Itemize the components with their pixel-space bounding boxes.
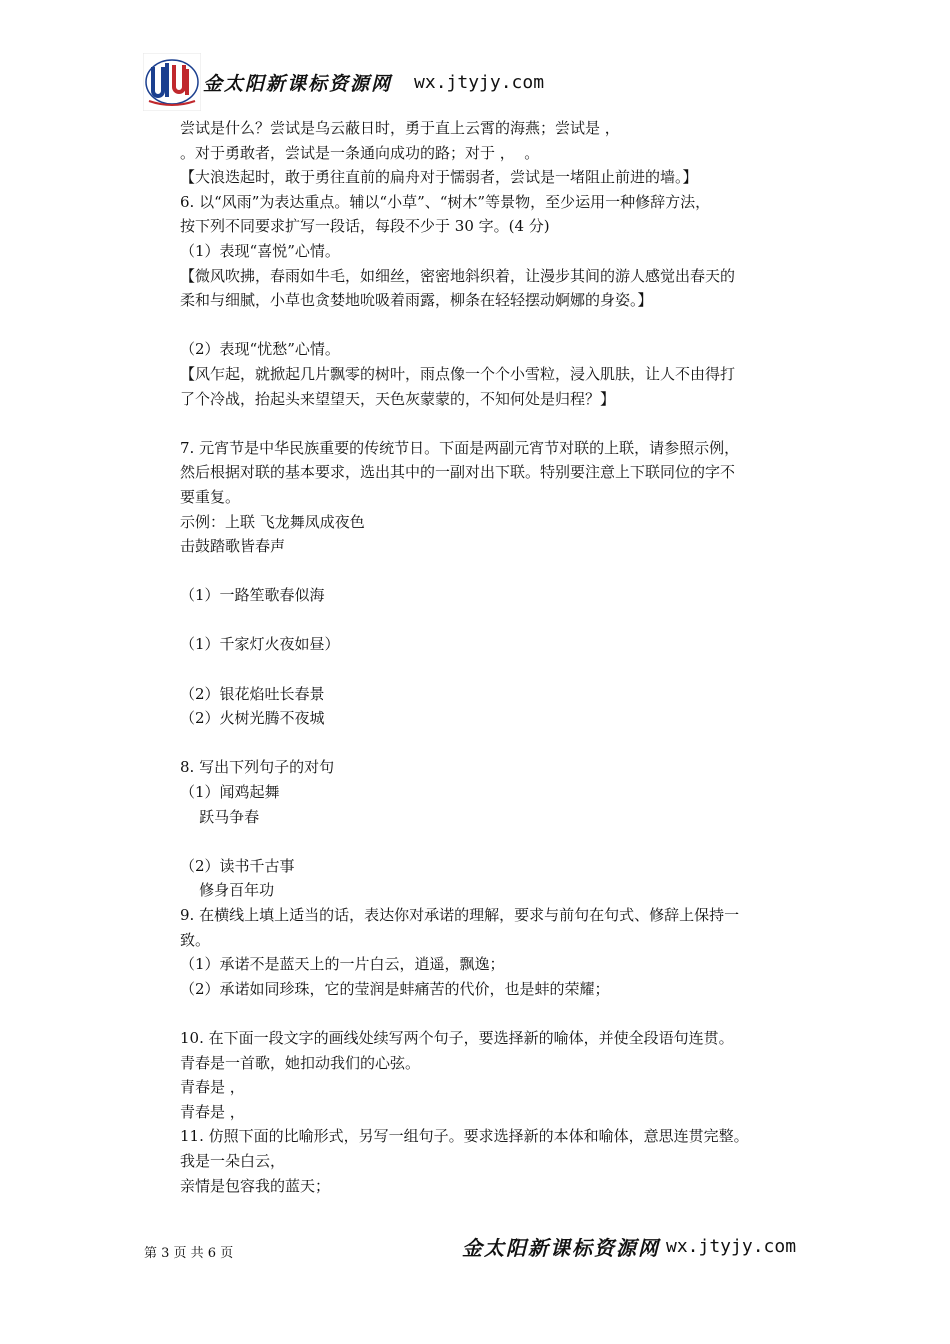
text-line: （2）火树光腾不夜城 [180,709,325,728]
header-brand-name: 金太阳新课标资源网 [203,72,393,95]
text-line: 示例：上联 飞龙舞凤成夜色 [180,512,365,531]
blank-line [180,1001,820,1026]
answer-line: 修身百年功 [180,881,275,900]
answer-line: 【微风吹拂，春雨如牛毛，如细丝，密密地斜织着，让漫步其间的游人感觉出春天的 [180,266,736,285]
text-line: 我是一朵白云， [180,1151,286,1170]
text-line: 青春是 ， [180,1078,245,1097]
answer-line: 【风乍起，就掀起几片飘零的树叶，雨点像一个个小雪粒，浸入肌肤，让人不由得打 [180,364,736,383]
text-line: （1）一路笙歌春似海 [180,586,325,605]
page-header [143,52,544,112]
blank-line [180,731,820,756]
footer-brand-name: 金太阳新课标资源网 [462,1236,660,1260]
question-10-prompt: 10. 在下面一段文字的画线处续写两个句子，要选择新的喻体，并使全段语句连贯。 [180,1028,734,1047]
question-8-prompt: 8. 写出下列句子的对句 [180,758,335,777]
text-line: （2）读书千古事 [180,856,295,875]
page-number: 第 3 页 共 6 页 [144,1246,234,1261]
header-site-url[interactable]: wx.jtyjy.com [414,71,545,93]
text-line: （2）承诺如同珍珠，它的莹润是蚌痛苦的代价，也是蚌的荣耀； [180,979,610,998]
blank-line [180,411,820,436]
blank-line [180,313,820,338]
page-footer [462,1232,796,1261]
text-line: 。对于勇敢者，尝试是一条通向成功的路；对于 ， 。 [180,143,540,162]
text-line: 尝试是什么？尝试是乌云蔽日时，勇于直上云霄的海燕；尝试是 ， [180,119,620,137]
text-line: （1）表现“喜悦”心情。 [180,241,340,260]
text-line: 青春是 ， [180,1102,245,1121]
text-line: （2）表现“忧愁”心情。 [180,340,340,359]
text-line: （2）银花焰吐长春景 [180,684,325,703]
blank-line [180,657,820,682]
question-9-prompt: 9. 在横线上填上适当的话，表达你对承诺的理解，要求与前句在句式、修辞上保持一 [180,906,740,924]
footer-site-url[interactable]: wx.jtyjy.com [666,1236,797,1257]
text-line: 按下列不同要求扩写一段话，每段不少于 30 字。(4 分) [180,217,550,236]
jty-logo-icon [143,53,201,111]
blank-line [180,608,820,633]
blank-line [180,559,820,584]
question-6-prompt: 6. 以“风雨”为表达重点。辅以“小草”、“树木”等景物，至少运用一种修辞方法， [180,192,711,211]
text-line: 亲情是包容我的蓝天； [180,1176,331,1195]
text-line: 青春是一首歌，她扣动我们的心弦。 [180,1053,421,1072]
text-line: 然后根据对联的基本要求，选出其中的一副对出下联。特别要注意上下联同位的字不 [180,463,736,482]
text-line: 击鼓踏歌皆春声 [180,537,286,556]
text-line: 致。 [180,930,211,949]
answer-line: 跃马争春 [180,807,260,826]
question-7-prompt: 7. 元宵节是中华民族重要的传统节日。下面是两副元宵节对联的上联，请参照示例， [180,438,740,457]
question-11-prompt: 11. 仿照下面的比喻形式，另写一组句子。要求选择新的本体和喻体，意思连贯完整。 [180,1127,749,1146]
answer-line: 了个冷战，抬起头来望望天，天色灰蒙蒙的，不知何处是归程？】 [180,389,616,408]
document-body [180,116,820,1198]
text-line: （1）承诺不是蓝天上的一片白云，逍遥，飘逸； [180,955,505,974]
text-line: 【大浪迭起时，敢于勇往直前的扁舟对于懦弱者，尝试是一堵阻止前进的墙。】 [180,168,698,187]
answer-line: 柔和与细腻，小草也贪婪地吮吸着雨露，柳条在轻轻摆动婀娜的身姿。】 [180,291,653,310]
text-line: （1）千家灯火夜如昼） [180,635,340,654]
text-line: （1）闻鸡起舞 [180,783,280,802]
text-line: 要重复。 [180,487,241,506]
blank-line [180,829,820,854]
